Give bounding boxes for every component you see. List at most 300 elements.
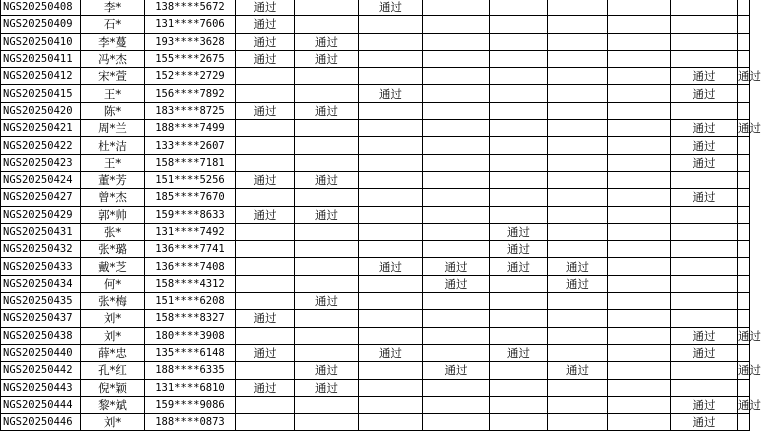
result-cell: 通过 [671, 137, 738, 154]
sample-id-cell: NGS20250440 [1, 344, 81, 361]
result-cell [359, 310, 423, 327]
result-cell [236, 362, 295, 379]
result-cell [490, 102, 548, 119]
result-cell [423, 137, 490, 154]
result-cell [738, 379, 750, 396]
result-cell [359, 16, 423, 33]
result-cell [738, 241, 750, 258]
result-cell: 通过 [236, 16, 295, 33]
name-cell: 冯*杰 [81, 50, 145, 67]
result-cell [423, 327, 490, 344]
result-cell: 通过 [671, 68, 738, 85]
result-cell [490, 275, 548, 292]
result-cell [548, 414, 608, 431]
result-cell [490, 396, 548, 413]
sample-id-cell: NGS20250423 [1, 154, 81, 171]
result-cell [236, 414, 295, 431]
table-row [1, 120, 750, 137]
phone-cell: 135****6148 [145, 344, 236, 361]
result-cell [608, 33, 671, 50]
name-cell: 刘* [81, 310, 145, 327]
result-cell [671, 171, 738, 188]
result-cell [236, 68, 295, 85]
result-cell [608, 189, 671, 206]
result-cell [423, 120, 490, 137]
phone-cell: 138****5672 [145, 0, 236, 16]
name-cell: 曾*杰 [81, 189, 145, 206]
result-cell: 通过 [295, 102, 359, 119]
table-row [1, 414, 750, 431]
result-cell [359, 206, 423, 223]
result-cell: 通过 [671, 154, 738, 171]
result-cell [236, 396, 295, 413]
result-cell: 通过 [490, 258, 548, 275]
phone-cell: 136****7741 [145, 241, 236, 258]
result-cell: 通过 [671, 344, 738, 361]
result-cell [671, 258, 738, 275]
result-cell [295, 344, 359, 361]
table-row [1, 258, 750, 275]
table-row [1, 275, 750, 292]
phone-cell: 159****9086 [145, 396, 236, 413]
name-cell: 李*蔓 [81, 33, 145, 50]
result-cell [423, 414, 490, 431]
result-cell: 通过 [295, 206, 359, 223]
result-cell [608, 344, 671, 361]
name-cell: 刘* [81, 327, 145, 344]
result-cell [608, 0, 671, 16]
result-cell: 通过 [671, 189, 738, 206]
result-cell [738, 137, 750, 154]
result-cell [359, 396, 423, 413]
result-cell [608, 241, 671, 258]
result-cell: 通过 [295, 362, 359, 379]
result-cell [295, 223, 359, 240]
name-cell: 何* [81, 275, 145, 292]
result-cell [738, 16, 750, 33]
result-cell [359, 362, 423, 379]
phone-cell: 158****8327 [145, 310, 236, 327]
table-row [1, 0, 750, 16]
result-cell [738, 223, 750, 240]
result-cell: 通过 [295, 50, 359, 67]
result-cell: 通过 [548, 275, 608, 292]
table-row [1, 344, 750, 361]
phone-cell: 131****6810 [145, 379, 236, 396]
sample-id-cell: NGS20250408 [1, 0, 81, 16]
result-cell [295, 85, 359, 102]
result-cell [236, 154, 295, 171]
table-row [1, 33, 750, 50]
phone-cell: 156****7892 [145, 85, 236, 102]
result-cell [671, 223, 738, 240]
name-cell: 董*芳 [81, 171, 145, 188]
result-cell [548, 310, 608, 327]
result-cell [359, 137, 423, 154]
result-cell [359, 327, 423, 344]
result-cell [608, 379, 671, 396]
table-row [1, 223, 750, 240]
result-cell: 通过 [236, 102, 295, 119]
sample-id-cell: NGS20250432 [1, 241, 81, 258]
result-cell [359, 379, 423, 396]
result-cell [490, 189, 548, 206]
table-row [1, 50, 750, 67]
name-cell: 刘* [81, 414, 145, 431]
name-cell: 王* [81, 154, 145, 171]
result-cell: 通过 [359, 258, 423, 275]
result-cell [671, 310, 738, 327]
result-cell [423, 206, 490, 223]
table-row [1, 310, 750, 327]
result-cell [490, 327, 548, 344]
result-cell [236, 241, 295, 258]
phone-cell: 158****4312 [145, 275, 236, 292]
result-cell [738, 275, 750, 292]
result-cell [295, 189, 359, 206]
phone-cell: 151****5256 [145, 171, 236, 188]
result-cell: 通过 [738, 69, 761, 84]
sample-id-cell: NGS20250434 [1, 275, 81, 292]
result-cell [423, 171, 490, 188]
result-cell [671, 241, 738, 258]
result-cell [738, 414, 750, 431]
result-cell [359, 189, 423, 206]
sample-id-cell: NGS20250415 [1, 85, 81, 102]
phone-cell: 131****7492 [145, 223, 236, 240]
result-cell [490, 154, 548, 171]
result-cell [490, 50, 548, 67]
result-cell [548, 241, 608, 258]
result-cell [548, 206, 608, 223]
result-cell: 通过 [548, 258, 608, 275]
table-row [1, 327, 750, 344]
result-cell [548, 327, 608, 344]
result-cell [423, 396, 490, 413]
result-cell [295, 241, 359, 258]
phone-cell: 151****6208 [145, 293, 236, 310]
phone-cell: 188****7499 [145, 120, 236, 137]
result-cell [738, 154, 750, 171]
name-cell: 杜*洁 [81, 137, 145, 154]
name-cell: 郭*帅 [81, 206, 145, 223]
sample-id-cell: NGS20250409 [1, 16, 81, 33]
result-cell [423, 50, 490, 67]
result-cell [423, 33, 490, 50]
table-row [1, 362, 750, 379]
result-cell [608, 258, 671, 275]
result-cell [671, 33, 738, 50]
name-cell: 黎*斌 [81, 396, 145, 413]
result-cell [738, 310, 750, 327]
name-cell: 宋*萱 [81, 68, 145, 85]
result-cell: 通过 [738, 363, 761, 378]
table-row [1, 241, 750, 258]
phone-cell: 131****7606 [145, 16, 236, 33]
result-cell [295, 137, 359, 154]
name-cell: 孔*红 [81, 362, 145, 379]
result-cell [490, 16, 548, 33]
result-cell: 通过 [548, 362, 608, 379]
result-cell [236, 327, 295, 344]
result-cell: 通过 [295, 33, 359, 50]
result-cell: 通过 [236, 310, 295, 327]
phone-cell: 188****6335 [145, 362, 236, 379]
result-cell [490, 33, 548, 50]
result-cell [236, 293, 295, 310]
result-cell [738, 258, 750, 275]
result-cell [490, 171, 548, 188]
result-cell [295, 327, 359, 344]
result-cell [608, 102, 671, 119]
sample-id-cell: NGS20250412 [1, 68, 81, 85]
result-cell: 通过 [738, 328, 761, 343]
phone-cell: 193****3628 [145, 33, 236, 50]
phone-cell: 133****2607 [145, 137, 236, 154]
result-cell [548, 396, 608, 413]
result-cell: 通过 [236, 206, 295, 223]
phone-cell: 158****7181 [145, 154, 236, 171]
result-cell [671, 102, 738, 119]
name-cell: 李* [81, 0, 145, 16]
result-cell [490, 0, 548, 16]
sample-id-cell: NGS20250433 [1, 258, 81, 275]
table-row [1, 102, 750, 119]
phone-cell: 152****2729 [145, 68, 236, 85]
result-cell: 通过 [236, 33, 295, 50]
result-cell [671, 293, 738, 310]
sample-id-cell: NGS20250422 [1, 137, 81, 154]
result-cell [359, 120, 423, 137]
table-row [1, 171, 750, 188]
result-cell [738, 50, 750, 67]
sample-id-cell: NGS20250431 [1, 223, 81, 240]
result-cell [359, 275, 423, 292]
result-cell [608, 68, 671, 85]
result-cell [548, 68, 608, 85]
result-cell [548, 0, 608, 16]
result-cell [490, 379, 548, 396]
result-cell [490, 120, 548, 137]
result-cell [738, 206, 750, 223]
result-cell [548, 85, 608, 102]
result-cell [548, 171, 608, 188]
result-cell: 通过 [738, 397, 761, 412]
result-cell: 通过 [738, 121, 761, 136]
result-cell [490, 85, 548, 102]
result-cell [490, 137, 548, 154]
result-cell: 通过 [236, 171, 295, 188]
sample-id-cell: NGS20250437 [1, 310, 81, 327]
result-cell [548, 102, 608, 119]
result-cell [236, 137, 295, 154]
result-cell [295, 258, 359, 275]
result-cell [423, 223, 490, 240]
result-cell [423, 293, 490, 310]
result-cell [608, 50, 671, 67]
name-cell: 王* [81, 85, 145, 102]
result-cell [608, 154, 671, 171]
result-cell [423, 379, 490, 396]
result-cell [548, 50, 608, 67]
result-cell: 通过 [359, 85, 423, 102]
result-cell [548, 223, 608, 240]
phone-cell: 159****8633 [145, 206, 236, 223]
result-cell [236, 189, 295, 206]
sample-id-cell: NGS20250444 [1, 396, 81, 413]
result-cell [608, 137, 671, 154]
result-cell [548, 379, 608, 396]
result-cell: 通过 [423, 362, 490, 379]
result-cell: 通过 [295, 379, 359, 396]
result-cell [738, 344, 750, 361]
result-cell [295, 414, 359, 431]
sample-id-cell: NGS20250442 [1, 362, 81, 379]
result-cell: 通过 [423, 275, 490, 292]
result-cell [608, 414, 671, 431]
result-cell [671, 0, 738, 16]
result-cell [423, 102, 490, 119]
result-cell [359, 293, 423, 310]
result-cell [608, 16, 671, 33]
result-cell [608, 310, 671, 327]
table-row [1, 16, 750, 33]
sample-id-cell: NGS20250435 [1, 293, 81, 310]
result-cell [423, 16, 490, 33]
result-cell [738, 0, 750, 16]
name-cell: 石* [81, 16, 145, 33]
phone-cell: 183****8725 [145, 102, 236, 119]
result-cell [295, 396, 359, 413]
result-cell [548, 16, 608, 33]
name-cell: 戴*芝 [81, 258, 145, 275]
result-cell: 通过 [490, 241, 548, 258]
result-cell: 通过 [423, 258, 490, 275]
table-row [1, 206, 750, 223]
sample-id-cell: NGS20250420 [1, 102, 81, 119]
table-row [1, 154, 750, 171]
result-cell: 通过 [295, 171, 359, 188]
sample-id-cell: NGS20250424 [1, 171, 81, 188]
result-cell: 通过 [671, 327, 738, 344]
result-cell [608, 362, 671, 379]
result-cell [548, 154, 608, 171]
result-cell [236, 85, 295, 102]
result-cell [236, 258, 295, 275]
result-cell [490, 414, 548, 431]
result-cell [490, 68, 548, 85]
result-cell [608, 223, 671, 240]
result-cell [359, 50, 423, 67]
table-row [1, 379, 750, 396]
result-cell [671, 379, 738, 396]
name-cell: 薛*忠 [81, 344, 145, 361]
result-cell [359, 154, 423, 171]
result-cell [548, 293, 608, 310]
result-cell [359, 102, 423, 119]
result-cell [548, 120, 608, 137]
sample-id-cell: NGS20250421 [1, 120, 81, 137]
result-cell [738, 293, 750, 310]
result-cell [548, 137, 608, 154]
result-cell [608, 85, 671, 102]
result-cell [295, 0, 359, 16]
result-cell [490, 206, 548, 223]
result-cell [671, 206, 738, 223]
phone-cell: 188****0873 [145, 414, 236, 431]
result-cell [671, 275, 738, 292]
result-cell [236, 223, 295, 240]
table-row [1, 396, 750, 413]
sample-id-cell: NGS20250410 [1, 33, 81, 50]
result-cell [359, 68, 423, 85]
sample-id-cell: NGS20250438 [1, 327, 81, 344]
name-cell: 张*梅 [81, 293, 145, 310]
result-cell [423, 310, 490, 327]
result-cell [295, 310, 359, 327]
result-cell: 通过 [671, 120, 738, 137]
result-cell [423, 68, 490, 85]
sample-id-cell: NGS20250427 [1, 189, 81, 206]
result-cell: 通过 [236, 344, 295, 361]
result-cell [608, 396, 671, 413]
result-cell [608, 120, 671, 137]
result-cell: 通过 [359, 344, 423, 361]
result-cell [423, 344, 490, 361]
table-body [1, 0, 761, 431]
result-cell [738, 33, 750, 50]
result-cell [608, 275, 671, 292]
result-cell [295, 275, 359, 292]
name-cell: 张*璐 [81, 241, 145, 258]
sample-id-cell: NGS20250429 [1, 206, 81, 223]
result-cell [423, 85, 490, 102]
result-cell [295, 16, 359, 33]
result-cell [548, 33, 608, 50]
result-cell: 通过 [671, 414, 738, 431]
result-cell [671, 50, 738, 67]
result-cell [295, 120, 359, 137]
name-cell: 倪*颖 [81, 379, 145, 396]
result-cell [423, 154, 490, 171]
result-cell: 通过 [236, 0, 295, 16]
table-row [1, 189, 750, 206]
result-cell [608, 171, 671, 188]
phone-cell: 185****7670 [145, 189, 236, 206]
result-cell [490, 362, 548, 379]
name-cell: 周*兰 [81, 120, 145, 137]
result-cell [295, 154, 359, 171]
sample-id-cell: NGS20250446 [1, 414, 81, 431]
result-cell [671, 362, 738, 379]
phone-cell: 180****3908 [145, 327, 236, 344]
result-cell [738, 171, 750, 188]
result-cell: 通过 [236, 50, 295, 67]
result-cell [738, 189, 750, 206]
table-row [1, 293, 750, 310]
result-cell [423, 189, 490, 206]
result-cell [295, 68, 359, 85]
name-cell: 张* [81, 223, 145, 240]
result-cell: 通过 [236, 379, 295, 396]
result-cell [738, 102, 750, 119]
result-cell [548, 189, 608, 206]
result-cell [671, 16, 738, 33]
result-cell: 通过 [295, 293, 359, 310]
result-cell [359, 223, 423, 240]
result-cell [608, 293, 671, 310]
result-cell: 通过 [359, 0, 423, 16]
